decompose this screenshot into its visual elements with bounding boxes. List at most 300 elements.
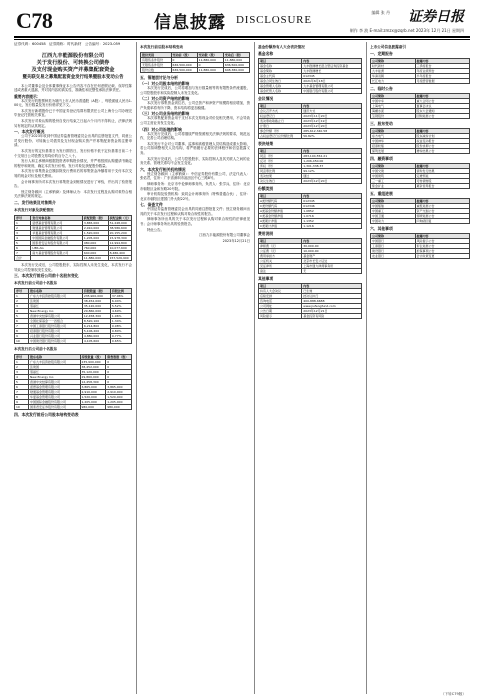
table-cell: 上海市通力律师事务所 xyxy=(302,264,362,269)
table-cell: 华润双鹤 xyxy=(371,74,416,79)
table-cell: 0.98% xyxy=(110,324,131,329)
table-cell: 国泰君安证券股份有限公司 xyxy=(31,240,82,245)
index-section-heading: 四、融资事项 xyxy=(370,156,393,161)
table-cell: 备注 xyxy=(259,269,302,274)
table-cell: 三季度报告 xyxy=(415,64,469,69)
table-row xyxy=(371,184,470,189)
table-cell: 1.1216 xyxy=(302,224,362,229)
table-cell: New Energy Inc. xyxy=(29,309,83,314)
table-cell: 7 xyxy=(15,390,29,395)
closing-line: 特此公告。 xyxy=(147,227,164,232)
table-header-cell: 内容 xyxy=(302,239,362,244)
column-divider xyxy=(366,42,367,694)
table-cell: 51,248,000 xyxy=(108,220,131,225)
table-cell: 招商银行股份有限公司 xyxy=(29,329,83,334)
table-cell: 1,205,000 xyxy=(82,235,108,240)
table-cell: 表决结果 xyxy=(259,174,302,179)
table-cell: 北京市长安公证处 xyxy=(302,259,362,264)
table-cell: 2023年12月20日 xyxy=(302,179,362,184)
table-cell: 公司网址 xyxy=(259,304,302,309)
index-table xyxy=(370,58,470,84)
table-cell: 10,077,600 xyxy=(108,245,131,250)
table-cell: 0 xyxy=(106,370,132,375)
table-cell: 235,900,000 xyxy=(82,294,110,299)
table-cell: 10,000.00 xyxy=(302,249,362,254)
table-cell: C类累计净值 xyxy=(259,224,302,229)
body-paragraph: 独立财务顾问（主承销商）：中信证券股份有限公司，法定代表人：张佑君，住所：广东省深圳市福田区中心三路8号。 xyxy=(140,171,250,181)
body-paragraph: 本次发行完成后，公司将增加与发行数量相等的有限售条件流通股，公司控股股东和实际控制人未发生变化。 xyxy=(140,86,250,95)
table-cell: 0 xyxy=(171,58,197,63)
table-cell: 持有人大会决议 xyxy=(259,289,302,294)
table-cell: 参会份额（份） xyxy=(259,129,302,134)
table-cell: 15,978,300 xyxy=(108,235,131,240)
table-cell: 中国神华 xyxy=(371,139,416,144)
table-cell: 中国中车 xyxy=(371,99,416,104)
table-cell: 中国动力 xyxy=(371,219,416,224)
table-cell: 0 xyxy=(197,63,223,68)
index-section-heading: 三、股东变动 xyxy=(370,121,393,126)
table-cell: 12,994,800 xyxy=(108,240,131,245)
table-cell: 11,880,000 xyxy=(223,58,249,63)
table-caption: 本次发行对象及获配情况 xyxy=(14,207,54,212)
table-cell: 律师费（元） xyxy=(259,244,302,249)
table-caption: 基金份额持有人大会表决情况 xyxy=(258,45,305,49)
table-cell: 中国建筑 xyxy=(371,174,416,179)
table-cell: 权益登记日 xyxy=(259,114,302,119)
table-row xyxy=(259,224,362,229)
table-cell: 反对（份） xyxy=(259,159,302,164)
table-cell: 38,586,600 xyxy=(108,225,131,230)
table-cell: 7 xyxy=(15,250,31,255)
table-row xyxy=(371,149,470,154)
table-header-cell: 变动前（股） xyxy=(171,53,197,58)
table-row xyxy=(259,314,362,319)
index-table xyxy=(370,198,470,224)
index-section-heading: 二、临时公告 xyxy=(370,86,393,91)
table-cell: 2 xyxy=(15,299,29,304)
table-row xyxy=(371,114,470,119)
table-cell: 1,301,338.37 xyxy=(302,164,362,169)
table-header-cell: 变动后（股） xyxy=(223,53,249,58)
table-cell: 3 xyxy=(15,304,29,309)
table-cell: 2023年12月19日 xyxy=(302,119,362,124)
index-section-heading: 五、重组进展 xyxy=(370,191,393,196)
table-cell: 38,452,000 xyxy=(82,299,110,304)
intro-paragraph: 本公司董事会及全体董事保证本公告内容不存在任何虚假记载、误导性陈述或者重大遗漏，并对其内容的真实性、准确性和完整性承担法律责任。 xyxy=(14,83,132,93)
table-cell: 基金主代码 xyxy=(259,74,302,79)
table-caption: 本次发行后公司前十名股东 xyxy=(14,347,58,352)
table-cell: 财通基金管理有限公司 xyxy=(31,225,82,230)
table-cell: 披露内容 xyxy=(415,234,469,239)
table-cell: 华夏基金管理有限公司 xyxy=(31,230,82,235)
table-cell: 2023年12月21日 xyxy=(302,309,362,314)
table-cell: 648,380,000 xyxy=(223,68,249,73)
body-paragraph: 本次发行募集资金总额扣除发行费用后的募集资金净额将用于支付本次交易的现金对价及相关费用。 xyxy=(14,169,132,178)
body-paragraph: 会计师事务所对本次发行募集资金到账情况进行了审验，并出具了验资报告。 xyxy=(14,179,132,189)
section-heading: 五、管理层讨论与分析 xyxy=(140,75,178,80)
table-cell: 重组进展公告 xyxy=(415,204,469,209)
table-cell: 9 xyxy=(15,334,29,339)
table-cell: 同意票比例 xyxy=(259,169,302,174)
fund-notice-column xyxy=(258,42,362,694)
table-cell: 6.04% xyxy=(110,299,131,304)
stock-short-name: 证券简称：时代新材 xyxy=(49,42,82,46)
table-cell: 8 xyxy=(15,329,29,334)
index-section-heading: 一、定期报告 xyxy=(370,51,393,56)
table-cell: 月度经营数据 xyxy=(415,79,469,84)
fund-section-heading: 份额类别 xyxy=(258,186,274,191)
table-cell: 400-888-6688 xyxy=(302,299,362,304)
table-caption: 上市公司信息披露索引 xyxy=(370,45,406,49)
section-title-en: DISCLOSURE xyxy=(236,14,312,26)
table-cell: 980,000 xyxy=(82,240,108,245)
table-header-cell: 发行对象名称 xyxy=(31,215,82,220)
table-cell: 56.82% xyxy=(302,134,362,139)
table-cell: 公司简称 xyxy=(371,129,416,134)
table-cell: 11,880,000 xyxy=(197,58,223,63)
body-paragraph: 发行人和主承销商根据投资者申购报价情况，并严格按照认购邀请书确定的程序和规则，确定本次发行价格、发行对象及获配股份数量。 xyxy=(14,159,132,168)
table-row xyxy=(141,68,250,73)
body-paragraph: 审计机构及验资机构：致同会计师事务所（特殊普通合伙），住所：北京市朝阳区建国门外大街22号。 xyxy=(140,192,250,201)
table-cell: 3 xyxy=(15,230,31,235)
table-cell: 披露内容 xyxy=(415,59,469,64)
table-cell: 张建国 xyxy=(29,299,83,304)
table-header-cell: 内容 xyxy=(302,284,362,289)
table-cell: 6 xyxy=(15,245,31,250)
table-header-cell: 内容 xyxy=(302,59,362,64)
table-cell: 股份质押公告 xyxy=(415,144,469,149)
table-row xyxy=(259,134,362,139)
section-heading: 三、本次发行前后公司前十名股东变化 xyxy=(14,273,79,279)
fund-section-heading: 表决结果 xyxy=(258,141,274,146)
table-cell: 公司简称 xyxy=(371,164,416,169)
table-cell xyxy=(31,255,82,260)
body-paragraph: 独立财务顾问（主承销商）及律师认为：本次发行过程及认购对象符合相关法律法规的规定。 xyxy=(14,189,132,199)
index-sections xyxy=(370,51,470,259)
section-heading: 重要内容提示： xyxy=(14,93,41,99)
section-title-cn: 信息披露 xyxy=(154,13,226,33)
table-cell: 后续安排 xyxy=(259,294,302,299)
body-paragraph: 本次发行的股票种类为境内上市人民币普通股（A股），每股面值人民币1.00元，发行数量及发行价格详见下文。 xyxy=(14,98,132,108)
table-cell: 980,000 xyxy=(106,405,132,410)
table-cell: 会议召开方式 xyxy=(259,109,302,114)
table-cell: 2023年11月20日 xyxy=(302,114,362,119)
table-cell: 披露内容 xyxy=(415,129,469,134)
table-cell: 海螺水泥 xyxy=(371,109,416,114)
table-cell: 九丰稳健增长 xyxy=(302,69,362,74)
table-cell: 0 xyxy=(106,360,132,365)
body-paragraph: 本次发行的定价基准日为发行期首日，发行价格不低于定价基准日前二十个交易日公司股票交易均价的百分之八十。 xyxy=(14,149,132,158)
table-row xyxy=(371,219,470,224)
table-cell: 0 xyxy=(106,375,132,380)
table-cell: 35,120,000 xyxy=(80,370,106,375)
fund-section-heading: 会议情况 xyxy=(258,96,274,101)
table-cell: 长江电力 xyxy=(371,79,416,84)
table-cell: 636,500,000 xyxy=(171,68,197,73)
table-cell: 980,000 xyxy=(80,405,106,410)
table-cell: 1 xyxy=(15,220,31,225)
body-paragraph: 本次发行不会对公司董事、监事和高级管理人员结构造成重大影响，若公司拟调整相关人员结构，将严格履行必要的法律程序和信息披露义务。 xyxy=(140,141,250,155)
table-cell: www.jiufengfund.com xyxy=(302,304,362,309)
top-shareholders-after-table xyxy=(14,354,132,410)
table-cell: UBS AG xyxy=(31,245,82,250)
table-cell: 7 xyxy=(15,324,29,329)
masthead-info-line: 制作 李 波 E-mail:zmzx@zqrb.net 2023年 12月 21日 星期四 xyxy=(349,28,464,33)
table-cell: 债券发行结果 xyxy=(415,169,469,174)
table-cell: 财通基金管理有限公司 xyxy=(29,390,80,395)
table-cell: 同意（份） xyxy=(259,154,302,159)
index-table xyxy=(370,163,470,189)
table-cell: 工商银行 xyxy=(371,244,416,249)
table-header-cell: 股东名称 xyxy=(29,355,80,360)
table-cell: 1,205,000 xyxy=(80,400,106,405)
column-divider xyxy=(254,42,255,694)
table-header-cell: 项目 xyxy=(259,59,302,64)
table-cell: 宝钢股份 xyxy=(371,114,416,119)
table-cell: 中国交建 xyxy=(371,169,416,174)
notice-number: 公告编号：2023-059 xyxy=(84,42,121,46)
table-header-cell: 股份类别 xyxy=(141,53,172,58)
table-cell: A类份额代码 xyxy=(259,199,302,204)
newspaper-logo: 证券日报 xyxy=(408,9,464,25)
table-row xyxy=(15,255,132,260)
table-cell: 咨询电话 xyxy=(259,299,302,304)
table-cell: 招商轮船 xyxy=(371,144,416,149)
table-cell: 占权益登记日总份额比例 xyxy=(259,134,302,139)
table-cell: 1,205,000 xyxy=(106,400,132,405)
table-cell: 可转债转股 xyxy=(415,179,469,184)
table-cell: 2 xyxy=(15,225,31,230)
table-header-cell: 序号 xyxy=(15,215,31,220)
table-caption: 本次发行前后股本结构变动 xyxy=(140,45,184,49)
table-header-cell: 项目 xyxy=(259,104,302,109)
signature-date: 2023年12月21日 xyxy=(222,238,250,243)
masthead-rule-thin xyxy=(14,39,470,40)
table-cell: 合计 xyxy=(15,255,31,260)
table-cell: 华夏基金管理有限公司 xyxy=(29,395,80,400)
table-cell: 5 xyxy=(15,380,29,385)
table-cell: 中国国际金融股份有限公司 xyxy=(29,400,80,405)
index-table xyxy=(370,128,470,154)
table-cell: 012346 xyxy=(302,204,362,209)
table-cell: 12,458,300 xyxy=(82,314,110,319)
table-header-cell: 股东名称 xyxy=(29,289,83,294)
table-cell: 99.12% xyxy=(302,169,362,174)
index-table xyxy=(370,93,470,119)
table-header-cell: 获配股数（股） xyxy=(82,215,108,220)
table-cell: 通过 xyxy=(302,174,362,179)
table-cell: 235,900,000 xyxy=(80,360,106,365)
table-cell: 5 xyxy=(15,240,31,245)
table-header-cell: 项目 xyxy=(259,284,302,289)
table-cell: 披露内容 xyxy=(415,164,469,169)
table-cell: 中国国际金融股份有限公司 xyxy=(31,235,82,240)
subsection-heading: （三）对公司业务结构的影响 xyxy=(140,111,190,117)
table-header-cell: 内容 xyxy=(302,149,362,154)
table-cell: 4,880,000 xyxy=(82,334,110,339)
table-cell: 中国重工 xyxy=(371,209,416,214)
fund-info-table xyxy=(258,103,362,139)
table-cell: 紫金矿业 xyxy=(371,184,416,189)
table-cell: 时代新材 xyxy=(371,64,416,69)
table-cell: 012345 xyxy=(302,199,362,204)
table-cell: 基金投资有风险 xyxy=(302,314,362,319)
table-cell: 张建国 xyxy=(29,365,80,370)
table-caption: 本次发行前公司前十名股东 xyxy=(14,281,58,286)
table-cell: 基金托管人名称 xyxy=(259,89,302,94)
body-paragraph: 本次募集配套资金用于支付本次交易现金对价及相关费用，不会导致公司主营业务发生变化。 xyxy=(140,116,250,125)
table-cell: 636,500,000 xyxy=(171,63,197,68)
table-cell: 农业银行 xyxy=(371,254,416,259)
table-cell: 兴业银行股份有限公司 xyxy=(29,334,83,339)
table-cell: 1.0852 xyxy=(302,209,362,214)
table-cell: 1,520,000 xyxy=(82,230,108,235)
notice-title xyxy=(14,53,132,81)
stock-code-line xyxy=(14,42,132,47)
table-cell: 股东大会通知 xyxy=(415,109,469,114)
announcement-column xyxy=(14,42,132,694)
subsection-heading: （四）对公司治理的影响 xyxy=(140,126,182,132)
table-row xyxy=(259,89,362,94)
table-cell: 资产交割公告 xyxy=(415,209,469,214)
table-header-cell: 序号 xyxy=(15,289,29,294)
table-cell: 香港中央结算有限公司 xyxy=(29,314,83,319)
table-cell: 5,106,200 xyxy=(82,329,110,334)
table-cell: 1.0716 xyxy=(302,214,362,219)
table-cell: 公司简称 xyxy=(371,59,416,64)
body-paragraph: 本次发行完成后，公司与控股股东、实际控制人及其关联人之间的业务关系、管理关系均不会发生变化。 xyxy=(140,156,250,166)
table-cell: 中国建设银行股份有限公司 xyxy=(29,339,83,344)
body-paragraph: 律师事务所：北京市中伦律师事务所，负责人：张学兵，住所：北京市朝阳区金和东路20号院。 xyxy=(140,181,250,191)
table-cell: 国泰君安证券股份有限公司 xyxy=(29,405,80,410)
table-cell: 基金合同生效日 xyxy=(259,79,302,84)
table-cell: C类份额代码 xyxy=(259,204,302,209)
column-divider xyxy=(136,42,137,694)
table-row xyxy=(259,179,362,184)
table-cell: 2,910,000 xyxy=(80,390,106,395)
table-cell: 募资使用报告 xyxy=(415,184,469,189)
notice-title-line: 及支付现金购买资产并募集配套资金 xyxy=(31,66,115,73)
table-cell: 012345 xyxy=(302,74,362,79)
table-cell: 2,910,000 xyxy=(106,390,132,395)
table-cell: 诺德基金管理有限公司 xyxy=(31,220,82,225)
table-cell: 通讯方式 xyxy=(302,109,362,114)
disclosure-index-column xyxy=(370,42,470,694)
fund-info-table xyxy=(258,283,362,319)
index-table xyxy=(370,233,470,259)
table-cell: 1.34% xyxy=(110,319,131,324)
fund-section-heading: 费用说明 xyxy=(258,231,274,236)
table-cell: 3,865,000 xyxy=(80,385,106,390)
table-cell: 表决票收取截止日 xyxy=(259,119,302,124)
announcement-continued-column xyxy=(140,42,250,694)
table-header-cell: 内容 xyxy=(302,194,362,199)
table-cell: 无 xyxy=(302,269,362,274)
table-cell: 6 xyxy=(15,319,29,324)
section-heading: 一、本次发行概况 xyxy=(14,129,45,135)
table-cell: 公司简称 xyxy=(371,94,416,99)
signature-company: 江西九丰能源股份有限公司董事会 xyxy=(199,233,250,238)
table-cell: 基金管理人名称 xyxy=(259,84,302,89)
table-cell: 5.52% xyxy=(110,304,131,309)
share-structure-table xyxy=(140,52,250,73)
table-cell: 11,880,000 xyxy=(82,255,108,260)
table-cell: 全国社保基金一一四组合 xyxy=(29,319,83,324)
table-cell: 0 xyxy=(106,380,132,385)
table-cell: 广东九丰投资控股有限公司 xyxy=(29,360,80,365)
table-cell: 会计政策变更 xyxy=(415,254,469,259)
notice-title-line: 关于发行股份、可转换公司债券 xyxy=(36,59,110,66)
table-cell: 九丰稳健增长混合型证券投资基金 xyxy=(302,64,362,69)
body-paragraph: 律师事务所出具的关于本次发行过程和认购对象合规性的法律意见书；会计师事务所出具的验资报告。 xyxy=(140,217,250,227)
index-section-heading: 六、其他事项 xyxy=(370,226,393,231)
table-cell: 东方电气 xyxy=(371,134,416,139)
table-cell: 20,155,200 xyxy=(108,230,131,235)
stock-code: 证券代码：600458 xyxy=(14,42,46,46)
table-cell: 弃权（份） xyxy=(259,164,302,169)
table-cell: 公证机关 xyxy=(259,259,302,264)
table-cell: 重大合同公告 xyxy=(415,99,469,104)
body-paragraph: 本次发行募集资金到位后，公司总资产和净资产规模将相应增加，资产负债率将有所下降，资本结构将更加稳健。 xyxy=(140,101,250,110)
table-cell: 1 xyxy=(15,360,29,365)
table-cell: 诉讼进展公告 xyxy=(415,244,469,249)
body-paragraph: 中国证券监督管理委员会出具的同意注册批复文件；独立财务顾问出具的关于本次发行过程和认购对象合规性的报告。 xyxy=(140,207,250,216)
table-cell: 6 xyxy=(15,385,29,390)
top-shareholders-before-table xyxy=(14,288,132,344)
table-cell: 285,612,340.58 xyxy=(302,129,362,134)
table-cell: 问询函回复 xyxy=(415,219,469,224)
table-cell: 4 xyxy=(15,235,31,240)
table-cell: 年度业绩预告 xyxy=(415,69,469,74)
table-cell: 35,120,000 xyxy=(82,304,110,309)
table-cell: 计票日 xyxy=(259,124,302,129)
placement-table xyxy=(14,215,132,261)
table-cell: 0.65% xyxy=(110,339,131,344)
table-cell: 无限售条件股份 xyxy=(141,63,172,68)
fund-info-table xyxy=(258,193,362,229)
table-cell: 基金财产 xyxy=(302,254,362,259)
fund-section-heading: 其他事项 xyxy=(258,276,274,281)
notice-title-line: 江西九丰能源股份有限公司 xyxy=(41,52,105,59)
table-cell: 283,104,552.21 xyxy=(302,154,362,159)
table-row xyxy=(15,405,132,410)
table-cell: 诺德基金管理有限公司 xyxy=(29,385,80,390)
table-cell: 中国工商银行股份有限公司 xyxy=(29,324,83,329)
table-cell: 12,458,300 xyxy=(80,380,106,385)
section-heading: 七、备查文件 xyxy=(140,202,163,208)
fund-sections xyxy=(258,51,362,319)
subsection-heading: （二）对公司资产结构的影响 xyxy=(140,96,190,102)
table-cell: 公司简称 xyxy=(371,234,416,239)
body-paragraph: 本次发行新增股份已于中国证券登记结算有限责任公司上海分公司办理完毕登记托管相关事宜。 xyxy=(14,108,132,118)
table-cell: 10 xyxy=(15,405,29,410)
table-cell: 权益变动报告 xyxy=(415,139,469,144)
table-cell: 已生效 xyxy=(302,289,362,294)
table-cell: 29,860,000 xyxy=(80,375,106,380)
table-cell: 蔡丽红 xyxy=(29,304,83,309)
table-cell: 蔡丽红 xyxy=(29,370,80,375)
table-cell: 广东九丰投资控股有限公司 xyxy=(29,294,83,299)
table-cell: New Energy Inc. xyxy=(29,375,80,380)
page-number: C78 xyxy=(16,8,53,33)
table-cell: 29,860,000 xyxy=(82,309,110,314)
table-cell: 6,214,800 xyxy=(82,324,110,329)
table-cell: 3 xyxy=(15,370,29,375)
continued-note: （下转C79版） xyxy=(440,692,466,696)
table-cell: 1 xyxy=(15,294,29,299)
table-cell: 有限售条件股份 xyxy=(141,58,172,63)
body-paragraph: 公司于2023年收到中国证券监督管理委员会出具的注册批复文件，同意公司发行股份、可转换公司债券及支付现金购买资产并募集配套资金的注册申请。 xyxy=(14,134,132,148)
